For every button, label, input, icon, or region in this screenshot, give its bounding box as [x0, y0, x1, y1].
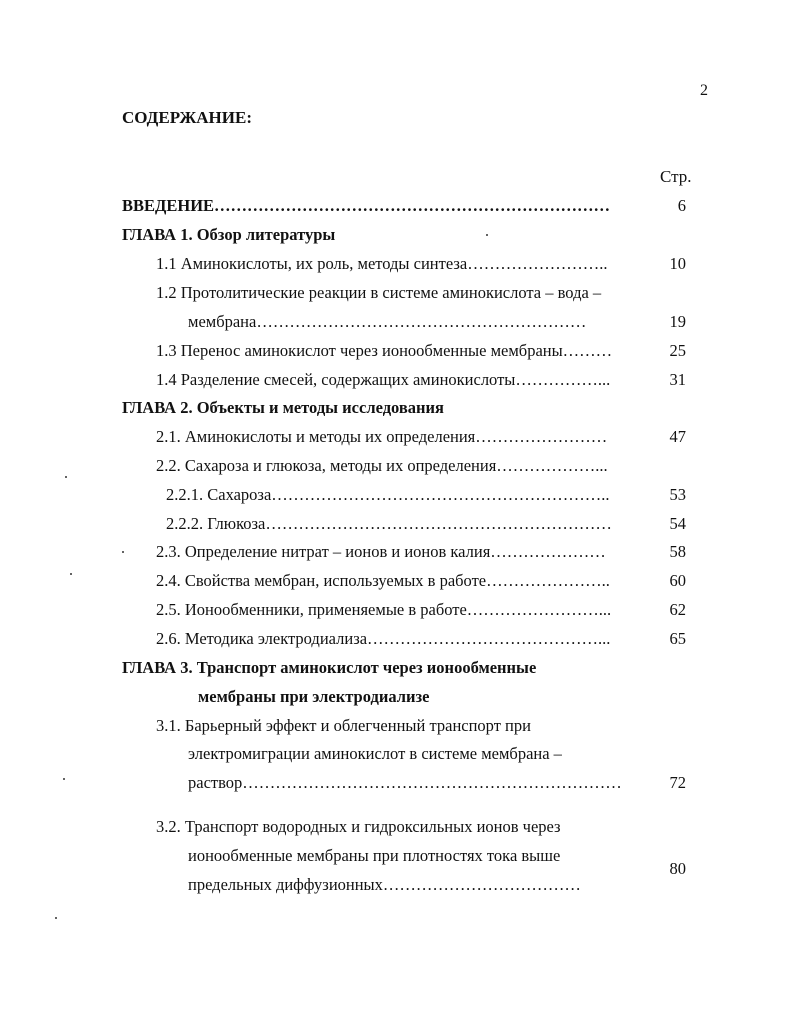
toc-heading: СОДЕРЖАНИЕ: — [122, 108, 253, 127]
toc-entry-2-2-2: 2.2.2. Глюкоза……………………………………………………… — [166, 514, 612, 533]
toc-entry-3-2-cont: ионообменные мембраны при плотностях тока выше — [188, 846, 561, 865]
toc-entry-3-1-cont: электромиграции аминокислот в системе мембрана – — [188, 744, 562, 763]
scan-speck — [70, 573, 72, 575]
toc-page-2-1: 47 — [669, 427, 686, 446]
toc-page-2-5: 62 — [669, 600, 686, 619]
scan-speck — [55, 917, 57, 919]
toc-entry-3-1: 3.1. Барьерный эффект и облегченный транспорт при — [156, 716, 531, 735]
toc-page-1-4: 31 — [669, 370, 686, 389]
toc-entry-1-2-cont: мембрана…………………………………………………… — [188, 312, 587, 331]
toc-entry-3-2: 3.2. Транспорт водородных и гидроксильных ионов через — [156, 817, 561, 836]
toc-page-2-2-1: 53 — [669, 485, 686, 504]
toc-entry-3-2-cont2: предельных диффузионных……………………………… — [188, 875, 581, 894]
toc-entry-intro: ВВЕДЕНИЕ……………………………………………………………… — [122, 196, 611, 215]
toc-page-2-2-2: 54 — [669, 514, 686, 533]
toc-page-1-2: 19 — [669, 312, 686, 331]
toc-entry-1-2: 1.2 Протолитические реакции в системе аминокислота – вода – — [156, 283, 602, 302]
toc-entry-1-3: 1.3 Перенос аминокислот через ионообменные мембраны……… — [156, 341, 613, 360]
page-column-label: Стр. — [660, 167, 692, 186]
toc-entry-2-3: 2.3. Определение нитрат – ионов и ионов калия………………… — [156, 542, 606, 561]
toc-entry-2-5: 2.5. Ионообменники, применяемые в работе……………………... — [156, 600, 612, 619]
toc-entry-2-1: 2.1. Аминокислоты и методы их определения…………………… — [156, 427, 608, 446]
toc-entry-2-2: 2.2. Сахароза и глюкоза, методы их определения………………... — [156, 456, 608, 475]
toc-entry-3-1-cont2: раствор…………………………………………………………… — [188, 773, 622, 792]
toc-chapter-3-cont: мембраны при электродиализе — [198, 687, 430, 706]
toc-entry-2-2-1: 2.2.1. Сахароза…………………………………………………….. — [166, 485, 610, 504]
toc-entry-2-4: 2.4. Свойства мембран, используемых в работе………………….. — [156, 571, 610, 590]
toc-page-2-3: 58 — [669, 542, 686, 561]
scan-speck — [63, 778, 65, 780]
scan-speck — [65, 476, 67, 478]
toc-page-intro: 6 — [677, 196, 686, 215]
toc-page-3-1: 72 — [669, 773, 686, 792]
toc-page-1-1: 10 — [669, 254, 686, 273]
scan-speck — [486, 234, 488, 236]
scan-speck — [122, 551, 124, 553]
toc-chapter-3: ГЛАВА 3. Транспорт аминокислот через ионообменные — [122, 658, 537, 677]
toc-entry-1-4: 1.4 Разделение смесей, содержащих аминокислоты……………... — [156, 370, 611, 389]
toc-page-2-6: 65 — [669, 629, 686, 648]
toc-page-1-3: 25 — [669, 341, 686, 360]
page-number: 2 — [700, 82, 708, 99]
toc-entry-2-6: 2.6. Методика электродиализа……………………………………... — [156, 629, 611, 648]
toc-entry-1-1: 1.1 Аминокислоты, их роль, методы синтеза…………………….. — [156, 254, 608, 273]
toc-page-3-2: 80 — [669, 859, 686, 878]
toc-page-2-4: 60 — [669, 571, 686, 590]
toc-chapter-1: ГЛАВА 1. Обзор литературы — [122, 225, 336, 244]
toc-chapter-2: ГЛАВА 2. Объекты и методы исследования — [122, 398, 444, 417]
